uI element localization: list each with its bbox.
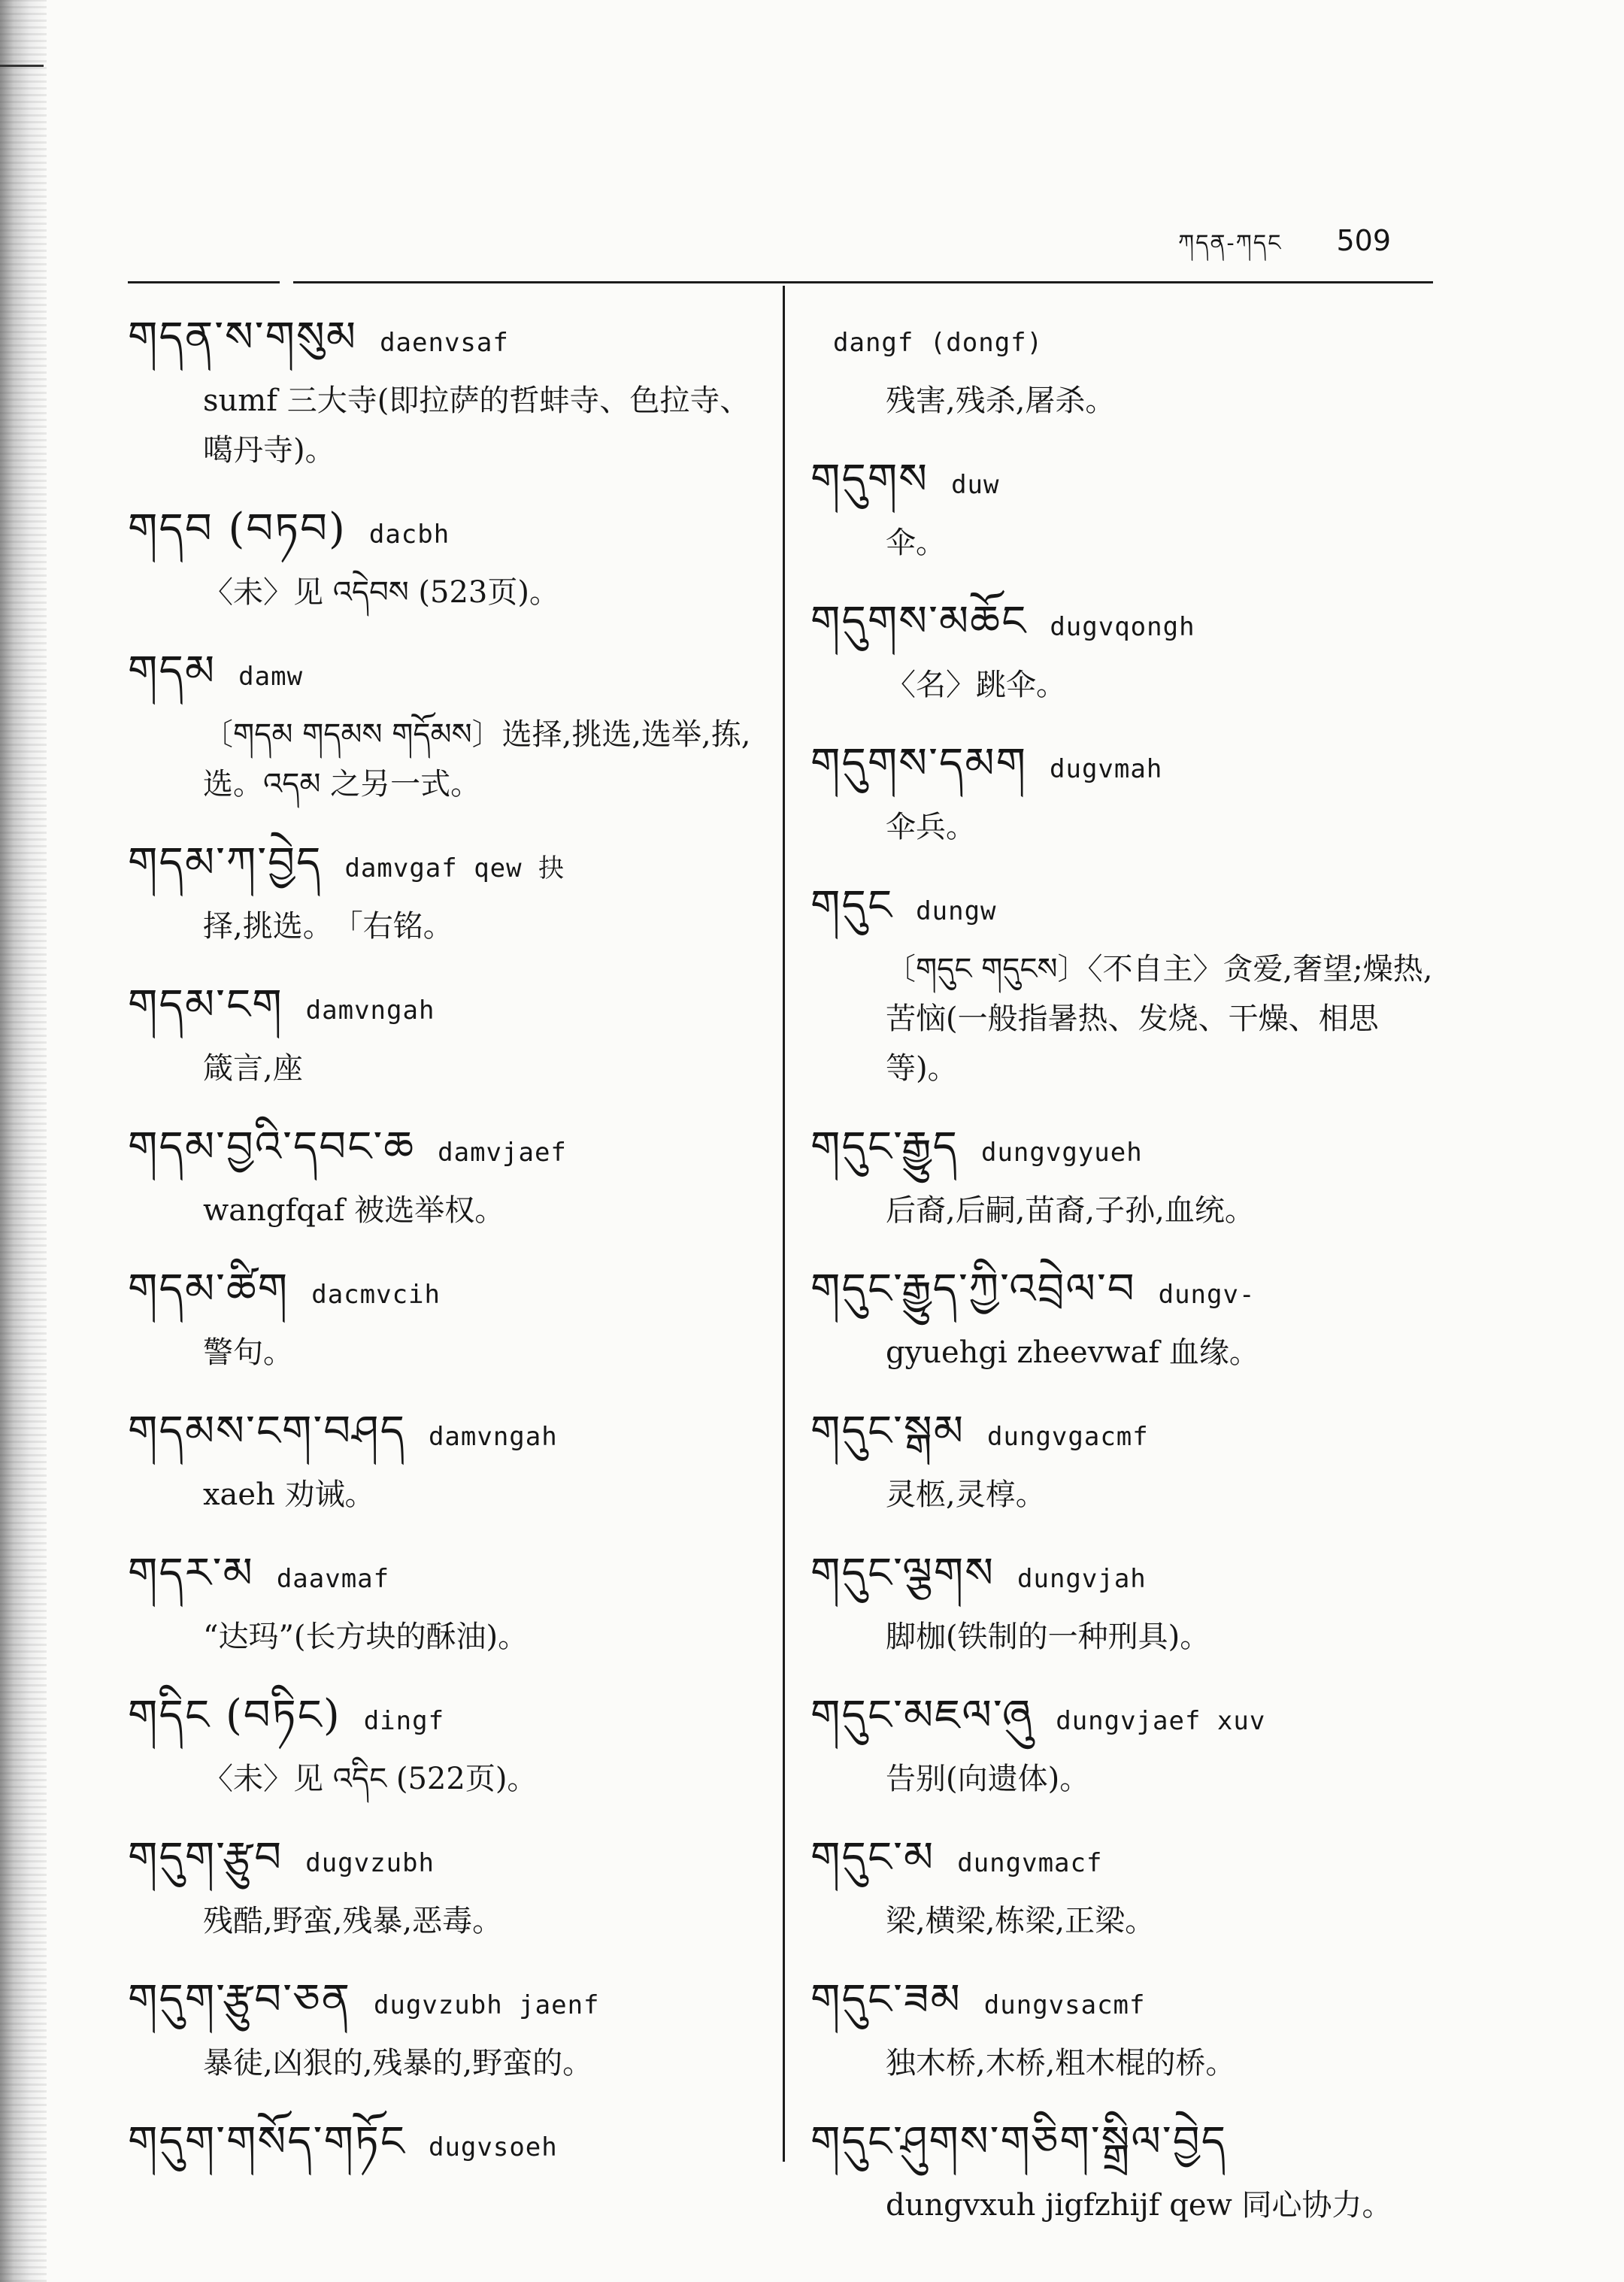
entry-romanization: dacmvcih — [311, 1280, 441, 1310]
entry-romanization: dacbh — [368, 520, 450, 550]
entry-definition: 〔གདུང གདུངས〕〈不自主〉贪爱,奢望;燥热,苦恼(一般指暑热、发烧、干燥、相思等)。 — [886, 952, 1433, 1086]
left-column — [128, 305, 752, 2202]
entry-romanization: dugvzubh jaenf — [373, 1990, 600, 2020]
entry-headword: གདུང་རྒྱུད — [810, 1123, 959, 1171]
entry-romanization: duw — [951, 470, 1000, 500]
entry-definition: sumf 三大寺(即拉萨的哲蚌寺、色拉寺、噶丹寺)。 — [203, 383, 750, 468]
entry-romanization: damvjaef — [438, 1138, 567, 1168]
entry-definition: 伞兵。 — [886, 810, 976, 844]
column-divider — [783, 286, 785, 2162]
entry-definition: 残害,残杀,屠杀。 — [886, 383, 1116, 418]
entry-headword: གདམ — [128, 647, 217, 696]
entry-headword: གདུང་མ — [810, 1833, 935, 1882]
entry-romanization: damw — [238, 662, 304, 692]
entry-headword: གདིང (བཏིང) — [128, 1691, 341, 1740]
entry-headword: གདུང་སྒམ — [810, 1407, 965, 1456]
entry-headword: གདམ་ངག — [128, 980, 283, 1029]
entry-headword: གདུང་རྒྱུད་ཀྱི་འབྲེལ་བ — [810, 1265, 1136, 1314]
page-header — [1178, 218, 1391, 281]
entry-romanization: dugvsoeh — [428, 2132, 558, 2162]
entry-headword: གདར་མ — [128, 1549, 254, 1598]
dictionary-entry — [128, 496, 752, 617]
entry-headword: གདམ་ཀ་བྱེད — [128, 838, 323, 887]
entry-definition: 梁,横梁,栋梁,正梁。 — [886, 1904, 1156, 1938]
entry-headword: གདམ་ཚིག — [128, 1265, 289, 1314]
header-rule-gap — [280, 278, 293, 286]
entry-romanization: dangf (dongf) — [833, 328, 1044, 358]
scan-edge-shadow — [0, 0, 47, 2282]
entry-headword: གདབ (བཏབ) — [128, 505, 347, 553]
entry-romanization: dugvzubh — [305, 1848, 435, 1878]
entry-romanization: damvgaf qew 抉 — [344, 853, 565, 883]
entry-romanization: dugvqongh — [1050, 612, 1195, 642]
dictionary-entry — [128, 1114, 752, 1235]
dictionary-entry — [810, 2109, 1438, 2230]
edge-mark — [0, 65, 44, 67]
dictionary-entry — [128, 2109, 752, 2180]
dictionary-entry — [128, 1683, 752, 1804]
dictionary-entry — [810, 1114, 1438, 1235]
dictionary-entry — [810, 873, 1438, 1093]
entry-romanization: dungvgyueh — [980, 1138, 1143, 1168]
entry-definition: 箴言,座 — [203, 1051, 303, 1086]
entry-definition: wangfqaf 被选举权。 — [203, 1193, 505, 1228]
guide-words: ཀདན-ཀདང — [1178, 230, 1283, 256]
entry-definition: 后裔,后嗣,苗裔,子孙,血统。 — [886, 1193, 1255, 1228]
right-column — [810, 305, 1438, 2251]
entry-definition: 告别(向遗体)。 — [886, 1762, 1090, 1796]
entry-definition: 〈未〉见 འདེབས (523页)。 — [203, 575, 559, 610]
entry-romanization: dungvjah — [1017, 1564, 1147, 1594]
entry-headword: གདམ་བྱའི་དབང་ཆ — [128, 1123, 416, 1171]
entry-headword: གདུག་རྩུབ་ཅན — [128, 1975, 351, 2024]
entry-romanization: dugvmah — [1050, 754, 1163, 784]
dictionary-entry — [128, 1256, 752, 1377]
entry-headword: གདུང་ཤུགས་གཅིག་སྒྲིལ་བྱེད — [810, 2117, 1228, 2166]
entry-headword: གདུག་གསོད་གཏོང — [128, 2117, 406, 2166]
entry-romanization: damvngah — [428, 1422, 558, 1452]
dictionary-entry — [810, 447, 1438, 568]
entry-headword: གདུག་རྩུབ — [128, 1833, 283, 1882]
entry-headword: གདུང་ལྕགས — [810, 1549, 995, 1598]
entry-definition: 〈名〉跳伞。 — [886, 668, 1066, 702]
entry-definition: xaeh 劝诫。 — [203, 1477, 375, 1512]
entry-definition: 〔གདམ གདམས གདོམས〕选择,挑选,选举,拣,选。འདམ 之另一式。 — [203, 717, 751, 802]
entry-definition: “达玛”(长方块的酥油)。 — [203, 1620, 529, 1654]
entry-headword: གདན་ས་གསུམ — [128, 313, 358, 362]
entry-definition: 〈未〉见 འདིང (522页)。 — [203, 1762, 538, 1796]
entry-headword: གདམས་ངག་བཤད — [128, 1407, 406, 1456]
dictionary-entry — [128, 1825, 752, 1946]
entry-definition: 警句。 — [203, 1335, 293, 1370]
dictionary-entry — [128, 830, 752, 951]
dictionary-entry — [128, 1541, 752, 1662]
dictionary-entry — [128, 1967, 752, 2088]
entry-romanization: damvngah — [305, 996, 435, 1026]
dictionary-entry — [128, 638, 752, 809]
entry-headword: གདུང — [810, 881, 894, 930]
dictionary-entry — [128, 1399, 752, 1520]
dictionary-entry — [810, 305, 1438, 426]
entry-definition: 残酷,野蛮,残暴,恶毒。 — [203, 1904, 503, 1938]
entry-headword: གདུགས་མཆོང — [810, 597, 1028, 646]
entry-romanization: dungvsacmf — [983, 1990, 1146, 2020]
entry-romanization: daenvsaf — [380, 328, 509, 358]
dictionary-entry — [128, 972, 752, 1093]
dictionary-entry — [810, 1683, 1438, 1804]
dictionary-entry — [128, 305, 752, 475]
entry-definition: 脚枷(铁制的一种刑具)。 — [886, 1620, 1210, 1654]
entry-definition: dungvxuh jigfzhijf qew 同心协力。 — [886, 2188, 1392, 2223]
entry-romanization: dingf — [363, 1706, 445, 1736]
entry-headword: གདུང་ཟམ — [810, 1975, 962, 2024]
entry-definition: 独木桥,木桥,粗木棍的桥。 — [886, 2046, 1236, 2080]
entry-headword: གདུང་མཇལ་ཞུ — [810, 1691, 1034, 1740]
entry-definition: 灵柩,灵椁。 — [886, 1477, 1046, 1512]
entry-romanization: dungvmacf — [957, 1848, 1103, 1878]
entry-romanization: dungvjaef xuv — [1056, 1706, 1266, 1736]
entry-romanization: dungw — [916, 896, 997, 926]
entry-definition: 伞。 — [886, 526, 946, 560]
entry-definition: 暴徒,凶狠的,残暴的,野蛮的。 — [203, 2046, 593, 2080]
entry-romanization: dungvgacmf — [987, 1422, 1149, 1452]
entry-headword: གདུགས་དམག — [810, 739, 1027, 788]
dictionary-entry — [810, 1256, 1438, 1377]
entry-romanization: dungv- — [1158, 1280, 1256, 1310]
dictionary-entry — [810, 731, 1438, 852]
entry-romanization: daavmaf — [276, 1564, 390, 1594]
entry-definition: gyuehgi zheevwaf 血缘。 — [886, 1335, 1259, 1370]
dictionary-entry — [810, 589, 1438, 710]
entry-definition: 择,挑选。 「右铭。 — [203, 909, 453, 944]
dictionary-entry — [810, 1541, 1438, 1662]
header-rule — [128, 281, 1433, 283]
dictionary-entry — [810, 1967, 1438, 2088]
entry-headword: གདུགས — [810, 455, 929, 504]
dictionary-entry — [810, 1399, 1438, 1520]
page-number: 509 — [1336, 224, 1391, 257]
dictionary-entry — [810, 1825, 1438, 1946]
